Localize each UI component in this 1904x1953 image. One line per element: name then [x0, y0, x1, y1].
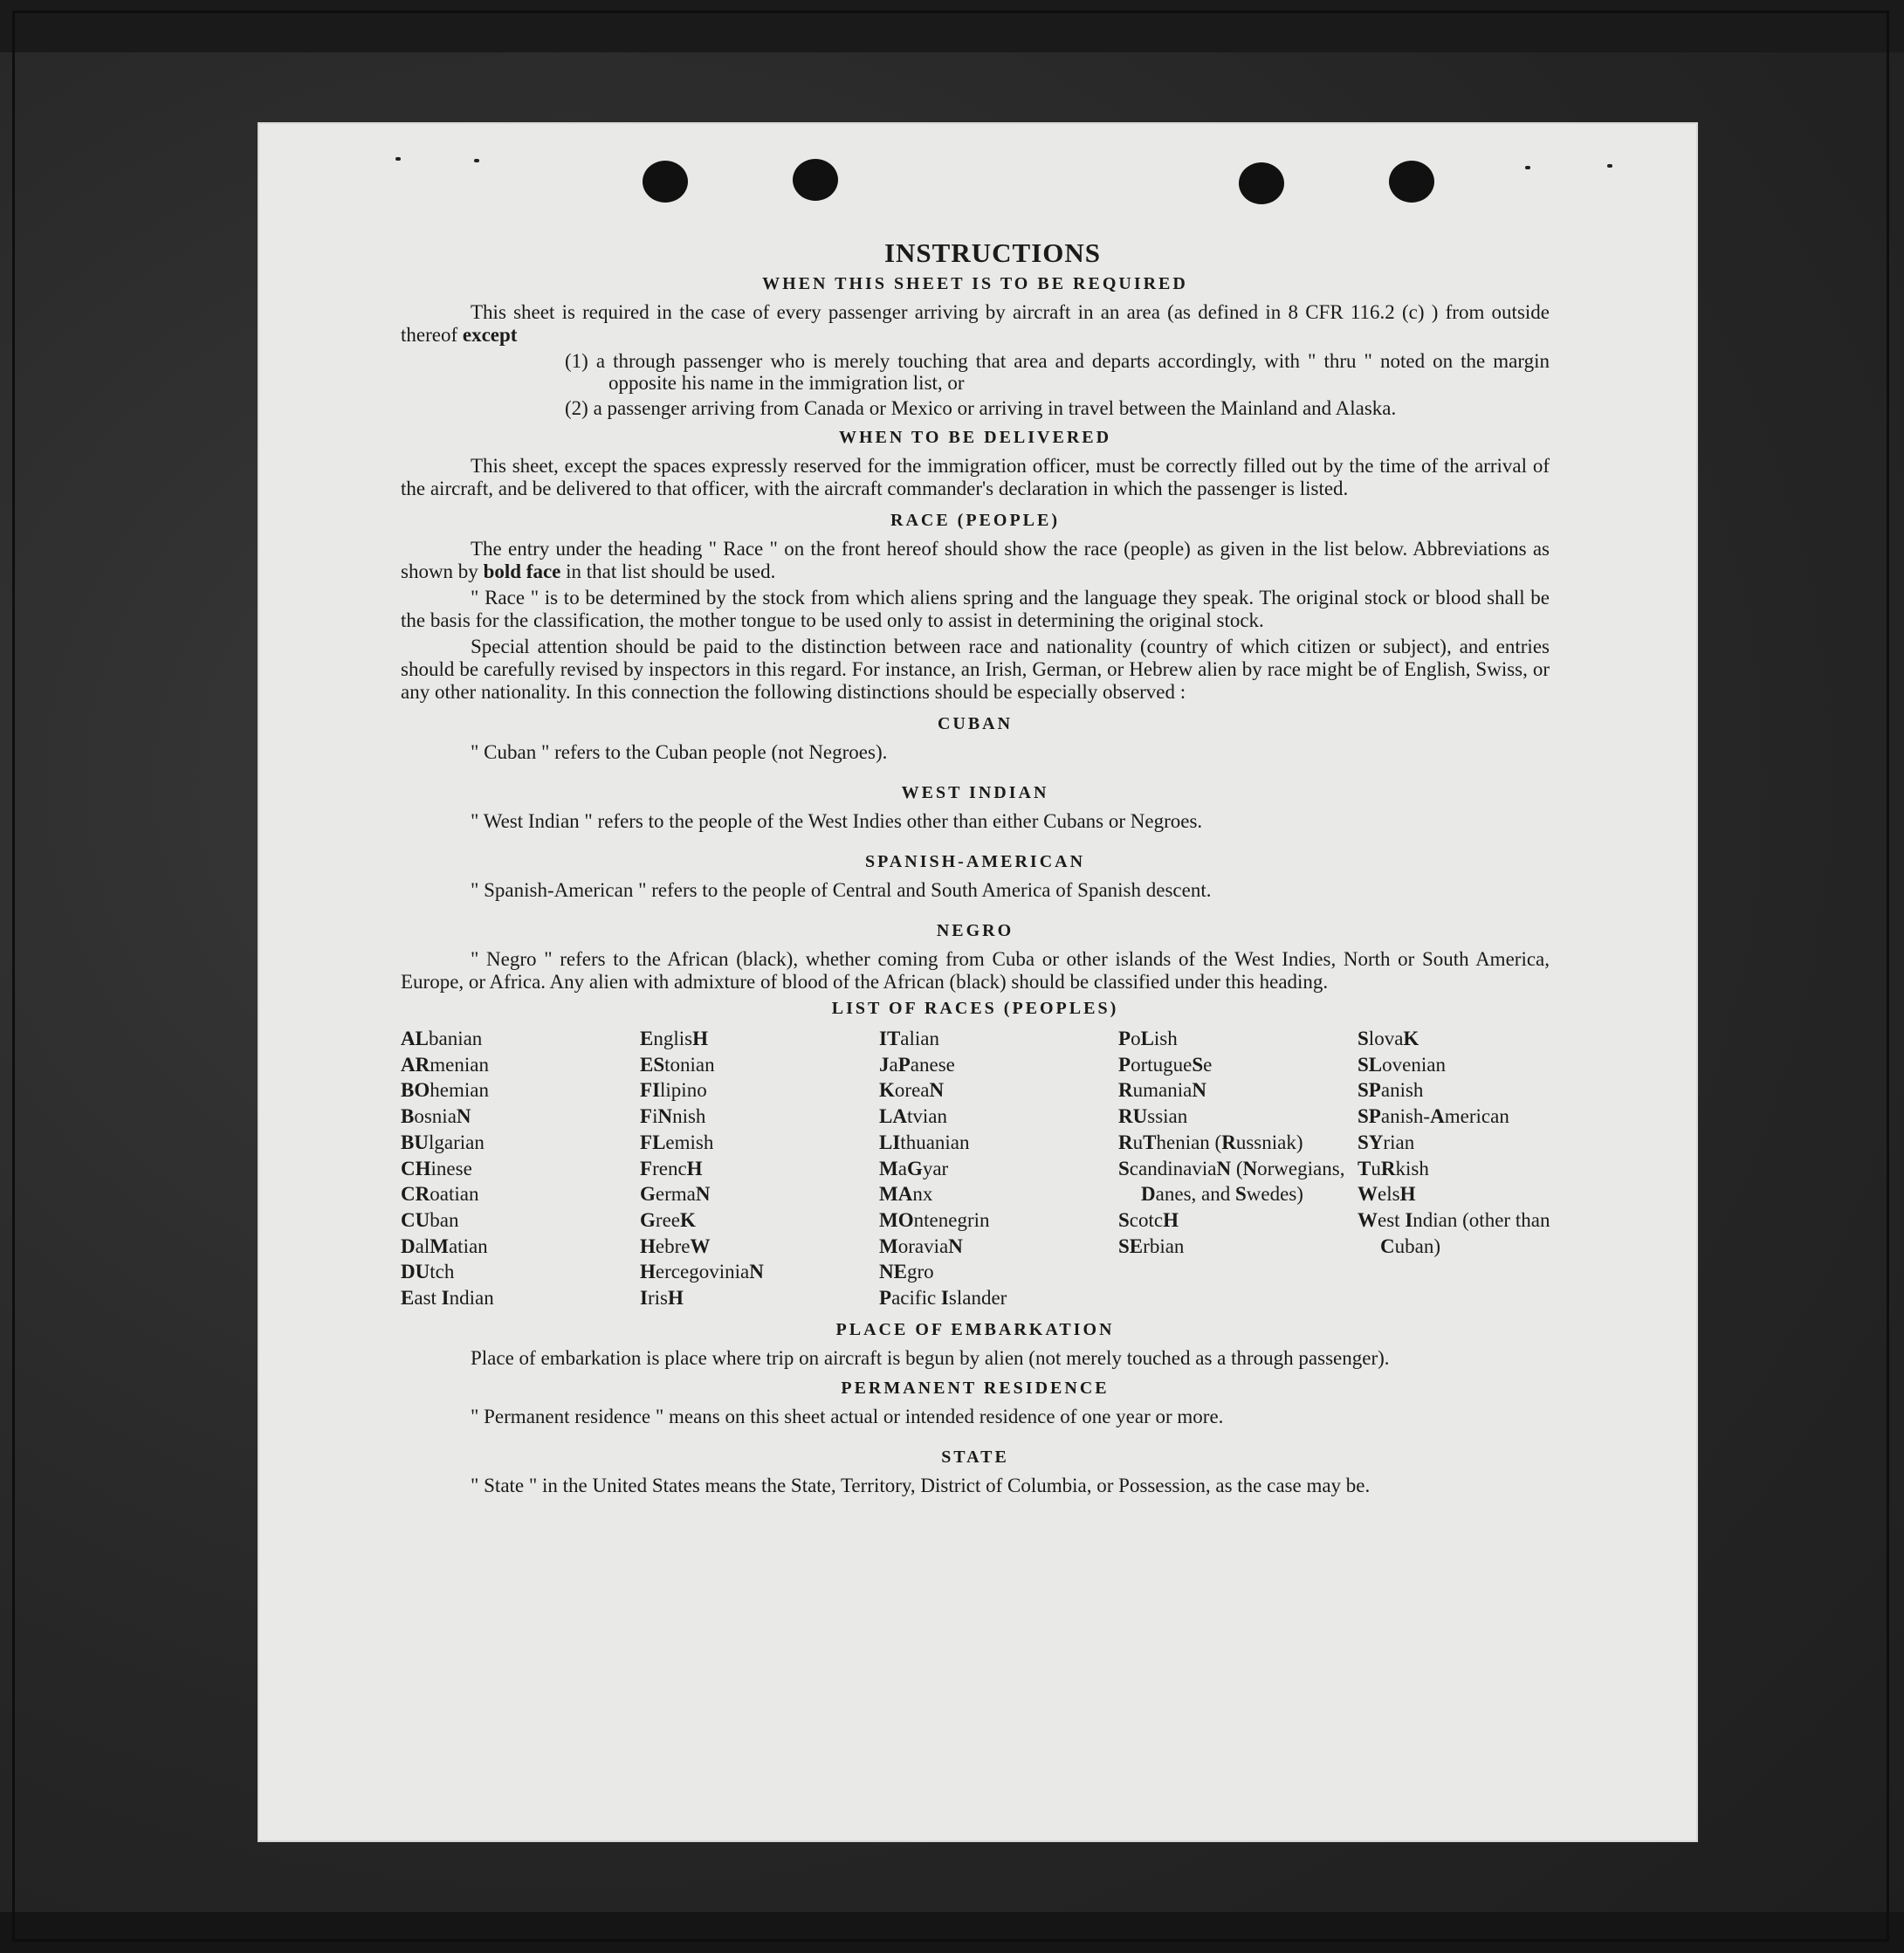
heading-spanish-american: SPANISH-AMERICAN [864, 852, 1086, 871]
race-entry: KoreaN [879, 1079, 945, 1102]
heading-west-indian: WEST INDIAN [901, 783, 1049, 802]
race-entry: EStonian [640, 1053, 715, 1076]
required-item-2: (2) a passenger arriving from Canada or Mexico or arriving in travel between the Mainland and Alaska. [565, 397, 1397, 419]
race-entry: ScandinaviaN (Norwegians, Danes, and Swedes) [1118, 1157, 1345, 1206]
race-entry: TuRkish [1358, 1157, 1429, 1179]
race-entry: SLovenian [1358, 1053, 1446, 1076]
punch-hole [1389, 161, 1434, 203]
race-entry: BosniaN [401, 1105, 471, 1128]
race-entry: DalMatian [401, 1234, 488, 1257]
race-entry: GermaN [640, 1183, 711, 1206]
negro-text: " Negro " refers to the African (black), whether coming from Cuba or other islands of the West Indies, North or South America, Europe, or Africa. Any alien with admixture of blood of the African (black) should be classified under this heading. [401, 948, 1550, 993]
cuban-text: " Cuban " refers to the Cuban people (not Negroes). [471, 741, 888, 763]
races-column-2 [640, 1026, 879, 1311]
race-entry: CRoatian [401, 1183, 479, 1206]
races-column-1 [401, 1026, 640, 1311]
races-column-3 [879, 1026, 1118, 1311]
race-entry: DUtch [401, 1261, 455, 1283]
race-entry: CUban [401, 1208, 459, 1231]
race-entry: PortugueSe [1118, 1053, 1213, 1076]
race-entry: HercegoviniaN [640, 1261, 764, 1283]
race-entry: IrisH [640, 1287, 684, 1310]
race-paragraph-2: " Race " is to be determined by the stock from which aliens spring and the language they speak. The original stock or blood shall be the basis for the classification, the mother tongue to be used only to assist in determining the original stock. [401, 587, 1550, 631]
race-entry: FiNnish [640, 1105, 706, 1128]
embarkation-text: Place of embarkation is place where trip on aircraft is begun by alien (not merely touched as a through passenger). [471, 1346, 1390, 1369]
race-entry: JaPanese [879, 1053, 955, 1076]
residence-text: " Permanent residence " means on this sheet actual or intended residence of one year or more. [471, 1405, 1224, 1427]
race-entry: ALbanian [401, 1028, 483, 1049]
speck [395, 157, 401, 161]
race-entry: CHinese [401, 1157, 472, 1179]
heading-residence: PERMANENT RESIDENCE [841, 1378, 1110, 1398]
race-entry: MaGyar [879, 1157, 949, 1179]
heading-required: WHEN THIS SHEET IS TO BE REQUIRED [762, 274, 1188, 293]
race-entry: RuThenian (Russniak) [1118, 1131, 1303, 1153]
document-body [401, 237, 1550, 1497]
heading-cuban: CUBAN [937, 714, 1014, 733]
race-entry: PoLish [1118, 1028, 1178, 1049]
race-entry: EnglisH [640, 1028, 708, 1049]
heading-negro: NEGRO [936, 921, 1014, 940]
race-entry: FrencH [640, 1157, 703, 1179]
punch-hole [793, 159, 838, 201]
race-entry: NEgro [879, 1261, 934, 1283]
punch-hole [1239, 162, 1284, 204]
instruction-sheet [259, 124, 1696, 1840]
heading-embarkation: PLACE OF EMBARKATION [835, 1319, 1115, 1339]
race-entry: SPanish [1358, 1079, 1424, 1102]
heading-state: STATE [941, 1447, 1009, 1467]
race-entry: ITalian [879, 1028, 940, 1049]
race-entry: LAtvian [879, 1105, 947, 1128]
race-entry: FLemish [640, 1131, 714, 1153]
races-column-4 [1118, 1026, 1358, 1311]
race-entry: Pacific Islander [879, 1287, 1007, 1310]
race-entry: ARmenian [401, 1053, 489, 1076]
race-entry: West Indian (other than Cuban) [1358, 1208, 1550, 1257]
required-item-1: (1) a through passenger who is merely touching that area and departs accordingly, with " thru " noted on the margin opposite his name in the immigration list, or [565, 350, 1550, 394]
race-entry: ScotcH [1118, 1208, 1179, 1231]
delivered-text: This sheet, except the spaces expressly reserved for the immigration officer, must be correctly filled out by the time of the arrival of the aircraft, and be delivered to that officer, with the aircraft commander's declaration in which the passenger is listed. [401, 455, 1550, 499]
race-entry: BOhemian [401, 1079, 489, 1102]
races-column-5 [1358, 1026, 1558, 1311]
speck [474, 159, 479, 162]
speck [1525, 166, 1530, 169]
speck [1607, 164, 1612, 168]
race-entry: WelsH [1358, 1183, 1416, 1206]
race-entry: SlovaK [1358, 1028, 1419, 1049]
race-entry: MOntenegrin [879, 1208, 990, 1231]
heading-list-of-races: LIST OF RACES (PEOPLES) [831, 999, 1119, 1018]
race-entry: LIthuanian [879, 1131, 970, 1153]
race-paragraph-3: Special attention should be paid to the distinction between race and nationality (country of which citizen or subject), and entries should be carefully revised by inspectors in this regard. For instance, an Irish, German, or Hebrew alien by race might be of English, Swiss, or any other nationality. In this connection the following distinctions should be especially observed : [401, 636, 1550, 703]
race-entry: SErbian [1118, 1234, 1185, 1257]
race-entry: SPanish-American [1358, 1105, 1509, 1128]
state-text: " State " in the United States means the State, Territory, District of Columbia, or Possession, as the case may be. [471, 1474, 1371, 1496]
race-entry: SYrian [1358, 1131, 1415, 1153]
race-entry: RumaniaN [1118, 1079, 1206, 1102]
heading-race: RACE (PEOPLE) [890, 511, 1060, 530]
punch-hole [643, 161, 688, 203]
required-intro: This sheet is required in the case of every passenger arriving by aircraft in an area (as defined in 8 CFR 116.2 (c) ) from outside thereof except [401, 301, 1550, 346]
race-entry: GreeK [640, 1208, 696, 1231]
heading-delivered: WHEN TO BE DELIVERED [838, 428, 1112, 447]
race-paragraph-1: The entry under the heading " Race " on the front hereof should show the race (people) as given in the list below. Abbreviations as shown by bold face in that list should be used. [401, 538, 1550, 582]
race-entry: HebreW [640, 1234, 711, 1257]
race-entry: MoraviaN [879, 1234, 963, 1257]
races-table [401, 1026, 1550, 1311]
race-entry: RUssian [1118, 1105, 1188, 1128]
race-entry: FIlipino [640, 1079, 707, 1102]
race-entry: BUlgarian [401, 1131, 485, 1153]
race-entry: East Indian [401, 1287, 494, 1310]
page-title: INSTRUCTIONS [883, 237, 1101, 268]
race-entry: MAnx [879, 1183, 933, 1206]
west-indian-text: " West Indian " refers to the people of the West Indies other than either Cubans or Negroes. [471, 810, 1203, 832]
spanish-american-text: " Spanish-American " refers to the people of Central and South America of Spanish descent. [471, 879, 1212, 901]
